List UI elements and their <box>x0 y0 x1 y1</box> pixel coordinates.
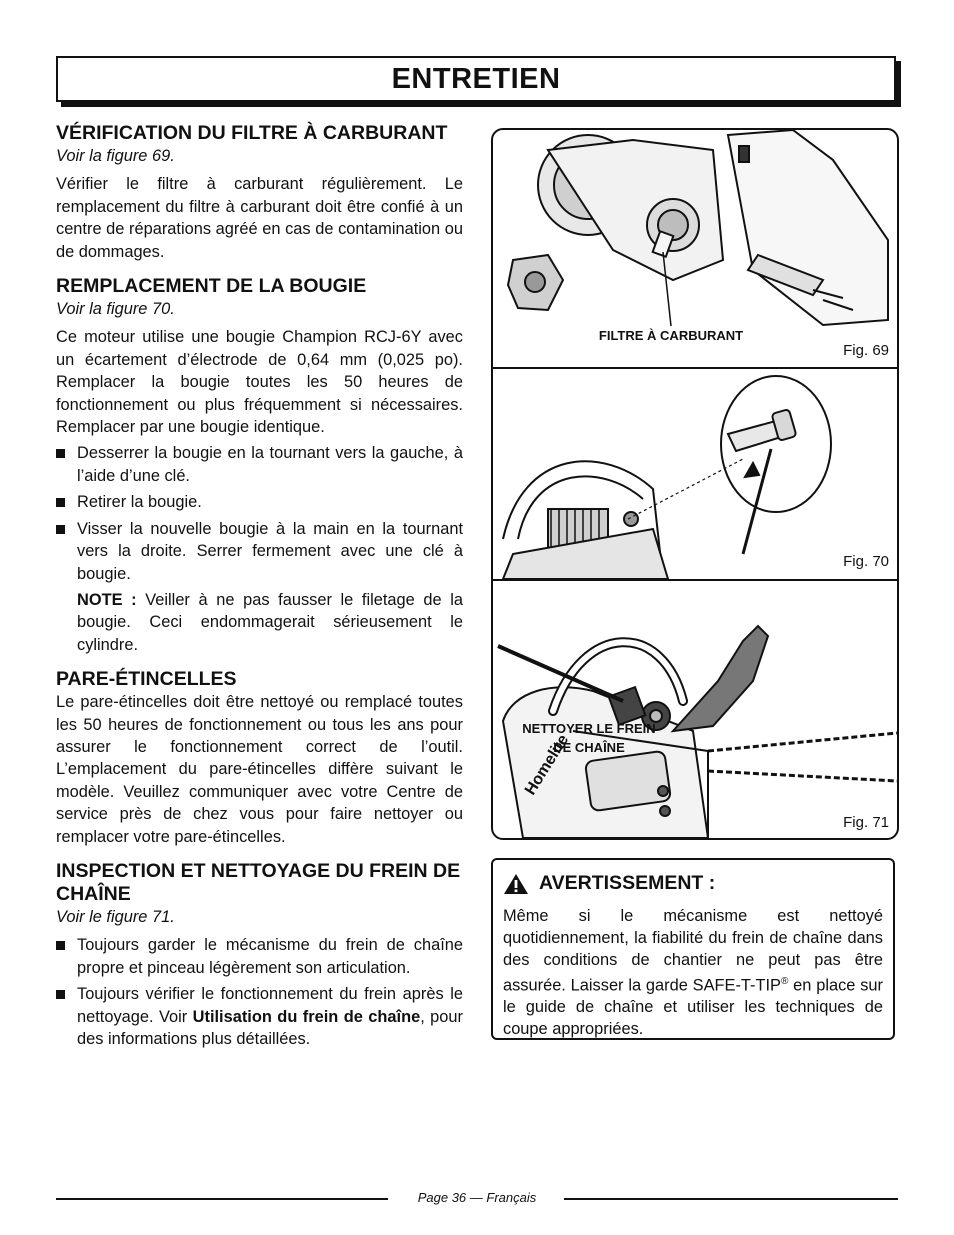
note-label: NOTE : <box>77 590 137 609</box>
figure-reference: Voir le figure 71. <box>56 907 175 926</box>
text-run: , pour des informations plus détaillées. <box>77 1007 463 1048</box>
list-item: Toujours garder le mécanisme du frein de chaîne propre et pinceau légèrement son articulation. <box>56 934 463 979</box>
figure-reference: Voir la figure 69. <box>56 147 175 165</box>
figure-70 <box>493 369 897 579</box>
warning-title: AVERTISSEMENT : <box>539 872 716 894</box>
chain-brake-brush-illustration <box>493 581 897 838</box>
figure-panel <box>491 128 899 840</box>
text-run: Toujours vérifier le fonctionnement du frein après le nettoyage. Voir <box>77 985 463 1026</box>
section-title-spark-arrestor: PARE-ÉTINCELLES <box>56 668 237 691</box>
section-spark-plug <box>56 275 463 656</box>
section-spark-arrestor <box>56 668 463 848</box>
warning-triangle-icon <box>503 873 529 895</box>
list-item <box>56 983 463 1050</box>
section-title-chain-brake: INSPECTION ET NETTOYAGE DU FREIN DE CHAÎNE <box>56 859 461 905</box>
warning-text <box>503 905 883 1040</box>
spark-plug-wrench-illustration <box>493 369 897 579</box>
list-item: Retirer la bougie. <box>56 491 463 513</box>
page-title: ENTRETIEN <box>391 62 561 95</box>
callout-line: DE CHAÎNE <box>553 740 625 755</box>
figure-label: Fig. 71 <box>843 814 889 831</box>
paragraph: Vérifier le filtre à carburant régulièrement. Le remplacement du filtre à carburant doit être confié à un centre de réparations agréé en cas de contamination ou de dommages. <box>56 175 463 261</box>
callout-line: NETTOYER LE FREIN <box>522 721 656 736</box>
text-run: en place sur le guide de chaîne et utiliser les techniques de coupe appropriées. <box>503 976 883 1039</box>
callout-chain-brake <box>509 719 669 757</box>
figure-reference: Voir la figure 70. <box>56 300 175 319</box>
figure-label: Fig. 69 <box>843 342 889 359</box>
paragraph: Le pare-étincelles doit être nettoyé ou remplacé toutes les 50 heures de fonctionnement ou tous les ans pour assurer le fonctionnement correct de l’outil. L’emplacement du pare-étincelles diffère suivant le modèle. Veuillez communiquer avec votre Centre de service près de chez vous pour faire nettoyer ou remplacer votre pare-étincelles. <box>56 693 463 846</box>
warning-box <box>491 858 895 1040</box>
section-header-banner <box>56 56 896 102</box>
registered-mark: ® <box>780 976 789 987</box>
bullet-list <box>56 934 463 1050</box>
figure-69 <box>493 130 897 366</box>
note <box>56 589 463 656</box>
page-number: Page 36 — Français <box>417 1190 537 1205</box>
section-fuel-filter <box>56 122 463 263</box>
page-footer <box>56 1190 898 1204</box>
bullet-list <box>56 442 463 584</box>
brand-logo: Homelite <box>521 731 573 799</box>
list-item: Visser la nouvelle bougie à la main en la tournant vers la droite. Serrer fermement avec une clé à bougie. <box>56 518 463 585</box>
figure-71 <box>493 581 897 838</box>
warning-title-row <box>503 872 883 895</box>
note-text: Veiller à ne pas fausser le filetage de la bougie. Ceci endommagerait sérieusement le cylindre. <box>77 590 464 654</box>
list-item: Desserrer la bougie en la tournant vers la gauche, à l’aide d’une clé. <box>56 442 463 487</box>
text-run: Même si le mécanisme est nettoyé quotidiennement, la fiabilité du frein de chaîne dans des conditions de chantier ne peut pas être assurée. Laisser la garde SAFE-T-TIP <box>503 907 883 995</box>
figure-label: Fig. 70 <box>843 553 889 570</box>
left-column <box>56 122 463 1062</box>
section-title-fuel-filter: VÉRIFICATION DU FILTRE À CARBURANT <box>56 122 448 144</box>
callout-fuel-filter: FILTRE À CARBURANT <box>598 328 744 343</box>
paragraph: Ce moteur utilise une bougie Champion RCJ-6Y avec un écartement d’électrode de 0,64 mm (0,025 po). Remplacer la bougie toutes les 50 heures de fonctionnement ou plus fréquemment si nécessaires. Remplacer par une bougie identique. <box>56 328 463 437</box>
section-chain-brake <box>56 860 463 1050</box>
section-title-spark-plug: REMPLACEMENT DE LA BOUGIE <box>56 275 367 298</box>
cross-reference: Utilisation du frein de chaîne <box>192 1007 421 1026</box>
